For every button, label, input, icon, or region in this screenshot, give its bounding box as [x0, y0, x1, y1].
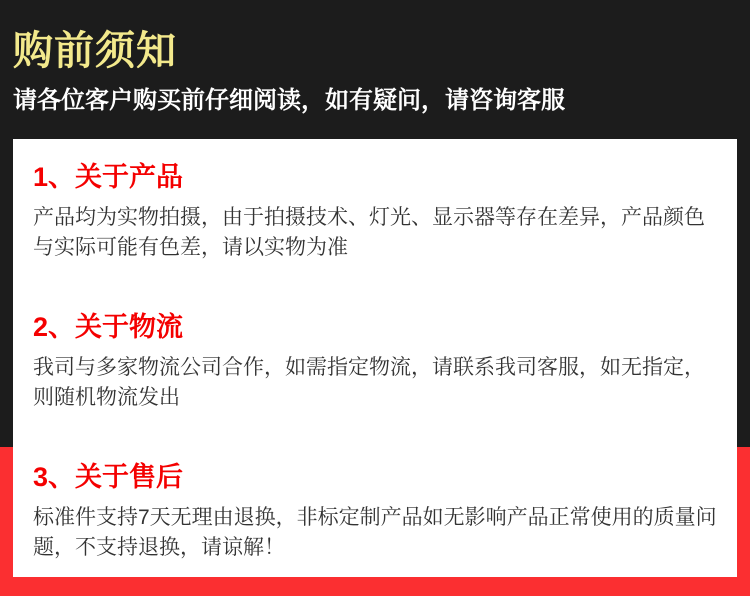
section-about-aftersales: [33, 459, 717, 563]
section-about-logistics: [33, 309, 717, 413]
section-body-product: 产品均为实物拍摄，由于拍摄技术、灯光、显示器等存在差异，产品颜色与实际可能有色差，请以实物为准: [33, 206, 705, 259]
section-heading-logistics: 2、关于物流: [33, 312, 184, 342]
section-about-product: [33, 159, 717, 263]
page-subtitle: 请各位客户购买前仔细阅读，如有疑问，请咨询客服: [13, 87, 565, 114]
section-heading-product: 1、关于产品: [33, 162, 184, 192]
section-heading-aftersales: 3、关于售后: [33, 462, 184, 492]
page-title: 购前须知: [13, 29, 177, 73]
section-body-logistics: 我司与多家物流公司合作，如需指定物流，请联系我司客服，如无指定，则随机物流发出: [33, 356, 705, 409]
section-body-aftersales: 标准件支持7天无理由退换，非标定制产品如无影响产品正常使用的质量问题，不支持退换，请谅解！: [33, 506, 717, 559]
notice-panel: [13, 139, 737, 577]
